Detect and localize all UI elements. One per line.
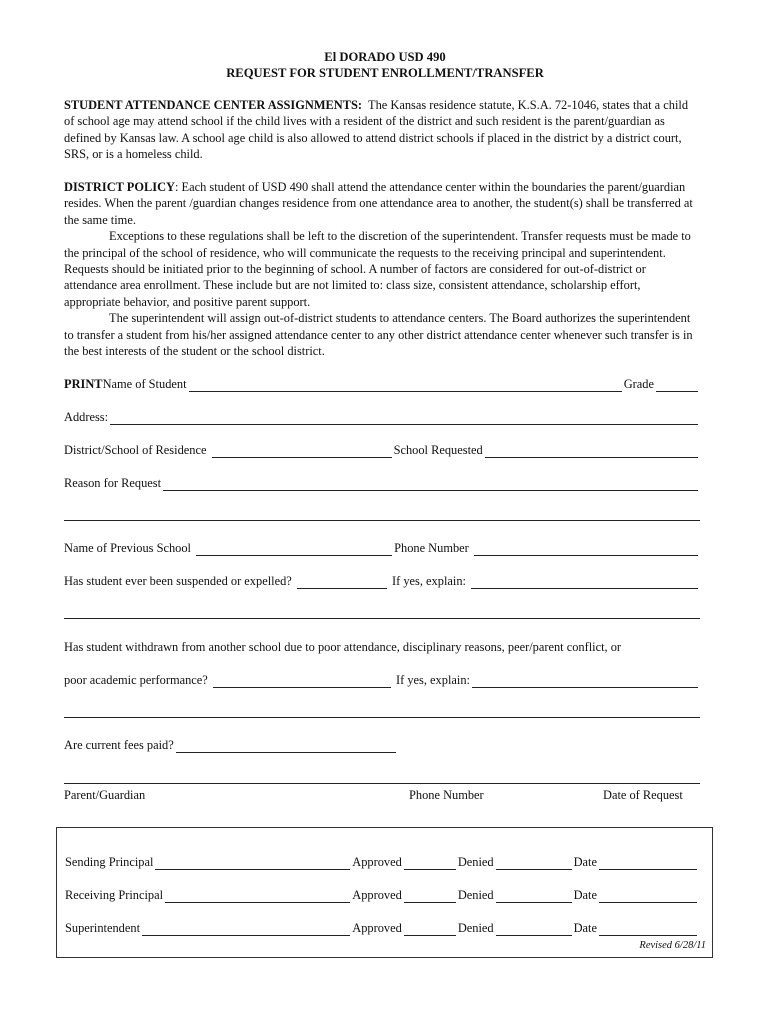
superintendent-row	[65, 920, 699, 936]
signature-phone-label: Phone Number	[409, 788, 484, 802]
district-row	[64, 442, 700, 458]
school-requested-label: School Requested	[393, 443, 483, 457]
phone-field[interactable]	[474, 543, 698, 556]
sending-principal-field[interactable]	[155, 857, 350, 870]
withdrawn-row1	[64, 639, 700, 655]
receiving-principal-row	[65, 887, 699, 903]
withdrawn-label-line1: Has student withdrawn from another school due to poor attendance, disciplinary reasons, peer/parent conflict, or	[64, 640, 622, 654]
grade-label: Grade	[623, 377, 654, 391]
approval-box	[56, 827, 713, 958]
suspended-explain-line2[interactable]	[64, 618, 700, 619]
address-field[interactable]	[110, 412, 698, 425]
denied-label: Denied	[457, 921, 494, 935]
student-name-row	[64, 376, 700, 392]
exceptions-paragraph: Exceptions to these regulations shall be left to the discretion of the superintendent. Transfer requests must be made to the principal of the school of residence, who will communicate the requests to the receiving principal and superintendent. Requests should be initiated prior to the beginning of school. A number of factors are considered for out-of-district or attendance area enrollment. These include but are not limited to: class size, consistent attendance, scholarship effort, appropriate behavior, and positive parent support.	[64, 229, 691, 309]
receiving-date-field[interactable]	[599, 890, 697, 903]
sending-principal-row	[65, 854, 699, 870]
phone-label: Phone Number	[394, 541, 469, 555]
policy-heading: DISTRICT POLICY	[64, 180, 175, 194]
receiving-principal-label: Receiving Principal	[65, 888, 164, 902]
sending-principal-label: Sending Principal	[65, 855, 154, 869]
withdrawn-field[interactable]	[213, 675, 391, 688]
parent-guardian-label: Parent/Guardian	[64, 788, 146, 802]
withdrawn-explain-line2[interactable]	[64, 717, 700, 718]
denied-label: Denied	[457, 855, 494, 869]
reason-row	[64, 475, 700, 491]
date-label: Date	[573, 888, 597, 902]
superintendent-date-field[interactable]	[599, 923, 697, 936]
suspended-label: Has student ever been suspended or expelled?	[64, 574, 292, 588]
if-yes-label-2: If yes, explain:	[396, 673, 470, 687]
denied-label: Denied	[457, 888, 494, 902]
fees-label: Are current fees paid?	[64, 738, 174, 752]
previous-school-label: Name of Previous School	[64, 541, 191, 555]
approved-label: Approved	[352, 921, 402, 935]
date-label: Date	[573, 921, 597, 935]
assignments-text: The Kansas residence statute, K.S.A. 72-1046, states that a child of school age may attend school if the child lives with a resident of the district and such resident is the parent/guardian as defined by Kansas law. A school age child is also allowed to attend district schools if placed in the district by a district court, SRS, or is a homeless child.	[64, 98, 689, 162]
sending-denied-field[interactable]	[496, 857, 572, 870]
signature-line[interactable]	[64, 783, 700, 784]
receiving-approved-field[interactable]	[404, 890, 456, 903]
superintendent-approved-field[interactable]	[404, 923, 456, 936]
previous-school-field[interactable]	[196, 543, 392, 556]
suspended-field[interactable]	[297, 576, 387, 589]
if-yes-label: If yes, explain:	[392, 574, 466, 588]
superintendent-label: Superintendent	[65, 921, 141, 935]
superintendent-paragraph: The superintendent will assign out-of-district students to attendance centers. The Board authorizes the superintendent to transfer a student from his/her assigned attendance center to any other district attendance center whenever such transfer is in the best interests of the student or the school district.	[64, 311, 693, 359]
assignments-paragraph	[64, 97, 700, 163]
suspended-explain-field[interactable]	[471, 576, 698, 589]
fees-row	[64, 737, 700, 753]
district-field[interactable]	[212, 445, 392, 458]
withdrawn-label-line2: poor academic performance?	[64, 673, 208, 687]
superintendent-field[interactable]	[142, 923, 350, 936]
form-title: REQUEST FOR STUDENT ENROLLMENT/TRANSFER	[226, 66, 544, 80]
previous-school-row	[64, 540, 700, 556]
sending-date-field[interactable]	[599, 857, 697, 870]
date-label: Date	[573, 855, 597, 869]
assignments-heading: STUDENT ATTENDANCE CENTER ASSIGNMENTS:	[64, 98, 363, 112]
student-name-field[interactable]	[189, 379, 622, 392]
student-name-label: Name of Student	[102, 377, 187, 391]
reason-label: Reason for Request	[64, 476, 162, 490]
address-row	[64, 409, 700, 425]
print-label: PRINT	[64, 377, 103, 391]
withdrawn-explain-field[interactable]	[472, 675, 698, 688]
address-label: Address:	[64, 410, 109, 424]
revised-date: Revised 6/28/11	[639, 940, 706, 951]
policy-text: : Each student of USD 490 shall attend the attendance center within the boundaries the parent/guardian resides. When the parent /guardian changes residence from one attendance area to another, the student(s) shall be transferred at the same time.	[64, 180, 693, 227]
fees-field[interactable]	[176, 740, 396, 753]
withdrawn-row2	[64, 672, 700, 688]
reason-field[interactable]	[163, 478, 698, 491]
receiving-denied-field[interactable]	[496, 890, 572, 903]
reason-field-line2[interactable]	[64, 520, 700, 521]
district-title: El DORADO USD 490	[324, 50, 446, 64]
grade-field[interactable]	[656, 379, 698, 392]
date-of-request-label: Date of Request	[603, 788, 683, 802]
sending-approved-field[interactable]	[404, 857, 456, 870]
suspended-row	[64, 573, 700, 589]
receiving-principal-field[interactable]	[165, 890, 350, 903]
approved-label: Approved	[352, 855, 402, 869]
school-requested-field[interactable]	[485, 445, 698, 458]
policy-paragraph	[64, 179, 700, 359]
district-label: District/School of Residence	[64, 443, 207, 457]
superintendent-denied-field[interactable]	[496, 923, 572, 936]
approved-label: Approved	[352, 888, 402, 902]
